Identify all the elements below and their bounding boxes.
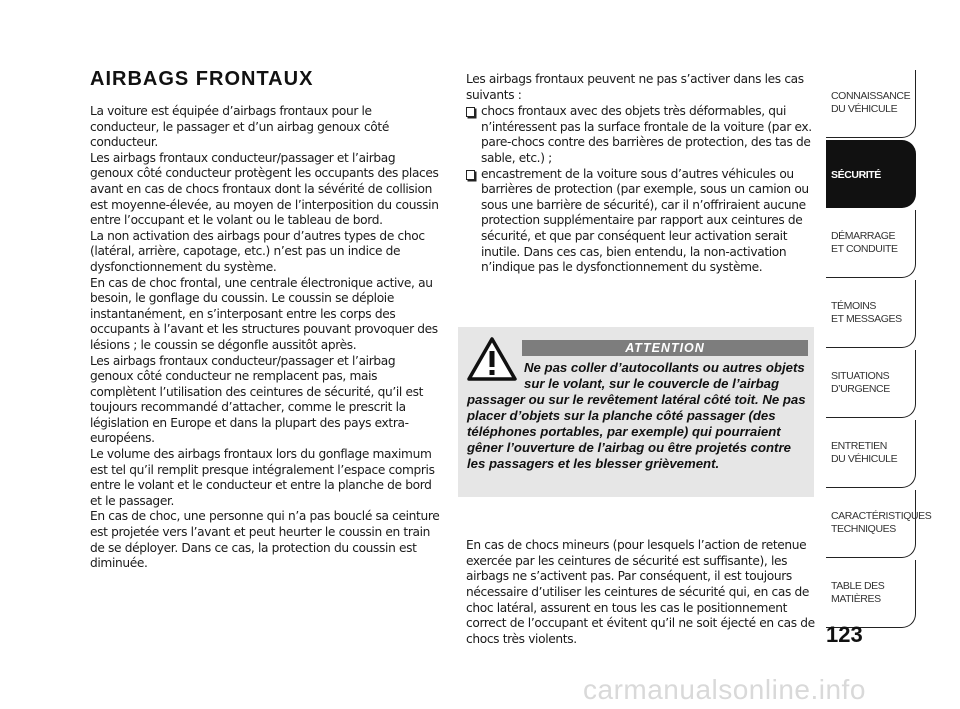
attention-header: ATTENTION [522, 340, 808, 356]
page-number: 123 [826, 622, 863, 647]
tab-label: TABLE DES MATIÈRES [831, 580, 885, 605]
watermark: carmanualsonline.info [583, 674, 866, 705]
list-item-text: encastrement de la voiture sous d’autres véhicules ou barrières de protection (par exemple, sous un camion ou sous une barrière de sécurité), car il n’offriraient aucune protection supplémentaire par rapport aux ceintures de sécurité, et que par conséquent leur activation serait inutile. Dans ces cas, bien entendu, la non-activation n’indique pas le dysfonctionnement du système. [481, 166, 809, 275]
tab-caracteristiques-techniques[interactable] [826, 490, 932, 558]
checkbox-bullet-icon [466, 107, 475, 117]
paragraph: En cas de choc, une personne qui n’a pas bouclé sa ceinture est projetée vers l’avant et peut heurter le coussin en train de se déployer. Dans ce cas, la protection du coussin est diminuée. [90, 509, 440, 571]
list-item [466, 104, 816, 166]
tab-securite[interactable] [826, 140, 916, 208]
tab-connaissance-du-vehicule[interactable] [826, 70, 916, 138]
tab-table-des-matieres[interactable] [826, 560, 916, 628]
paragraph: Les airbags frontaux conducteur/passager et l’airbag genoux côté conducteur protègent les occupants des places avant en cas de chocs frontaux dont la sévérité de collision est moyenne-élevée, au moyen de l’interposition du coussin entre l’occupant et le volant ou le tableau de bord. [90, 150, 439, 228]
page-title: AIRBAGS FRONTAUX [90, 68, 314, 90]
list-item-text: chocs frontaux avec des objets très déformables, qui n’intéressent pas la surface frontale de la voiture (par ex. pare-chocs contre des barrières de protection, des tas de sable, etc.) ; [481, 104, 812, 165]
attention-text: Ne pas coller d’autocollants ou autres objets sur le volant, sur le couvercle de l’airbag passager ou sur le revêtement latéral côté toit. Ne pas placer d’objets sur la planche côté passager (des téléphones portables, par exemple) qui pourraient gêner l’ouverture de l’airbag ou être projetés contre les passagers et les blesser grièvement. [467, 360, 806, 471]
tab-entretien-du-vehicule[interactable] [826, 420, 916, 488]
tab-label: CONNAISSANCE DU VÉHICULE [831, 90, 911, 115]
tab-label: DÉMARRAGE ET CONDUITE [831, 230, 898, 255]
tab-label: ENTRETIEN DU VÉHICULE [831, 440, 898, 465]
tab-situations-d-urgence[interactable] [826, 350, 916, 418]
tab-demarrage-et-conduite[interactable] [826, 210, 916, 278]
paragraph: En cas de chocs mineurs (pour lesquels l’action de retenue exercée par les ceintures de sécurité est suffisante), les airbags ne s’activent pas. Par conséquent, il est toujours nécessaire d’utiliser les ceintures de sécurité qui, en cas de choc latéral, assurent en tous les cas le positionnement correct de l’occupant et évitent qu’il ne soit éjecté en cas de chocs très violents. [466, 538, 815, 646]
tab-label: CARACTÉRISTIQUES TECHNIQUES [831, 510, 932, 535]
paragraph: Le volume des airbags frontaux lors du gonflage maximum est tel qu’il remplit presque intégralement l’espace compris entre le volant et le conducteur et entre la planche de bord et le passager. [90, 447, 435, 508]
bullet-list [466, 104, 816, 276]
list-item [466, 167, 816, 276]
tab-label: SITUATIONS D’URGENCE [831, 370, 890, 395]
right-bottom-paragraph [466, 526, 816, 660]
paragraph: En cas de choc frontal, une centrale électronique active, au besoin, le gonflage du coussin. Le coussin se déploie instantanément, en s’interposant entre les corps des occupants à l’avant et les structures pouvant provoquer des lésions ; le coussin se dégonfle aussitôt après. [90, 275, 438, 352]
tab-label: TÉMOINS ET MESSAGES [831, 300, 902, 325]
tab-label: SÉCURITÉ [831, 169, 881, 181]
attention-text-block [467, 360, 807, 472]
attention-box [458, 327, 814, 497]
checkbox-bullet-icon [466, 170, 475, 180]
right-column [466, 72, 816, 276]
left-column [90, 104, 440, 572]
paragraph: La non activation des airbags pour d’autres types de choc (latéral, arrière, capotage, etc.) n’est pas un indice de dysfonctionnement du système. [90, 228, 425, 274]
intro-text: Les airbags frontaux peuvent ne pas s’activer dans les cas suivants : [466, 72, 804, 102]
paragraph: Les airbags frontaux conducteur/passager et l’airbag genoux côté conducteur ne remplacent pas, mais complètent l’utilisation des ceintures de sécurité, qu’il est toujours recommandé d’attacher, comme le prescrit la législation en Europe et dans la plupart des pays extra-européens. [90, 353, 424, 446]
paragraph: La voiture est équipée d’airbags frontaux pour le conducteur, le passager et d’un airbag genoux côté conducteur. [90, 104, 389, 150]
tab-temoins-et-messages[interactable] [826, 280, 916, 348]
